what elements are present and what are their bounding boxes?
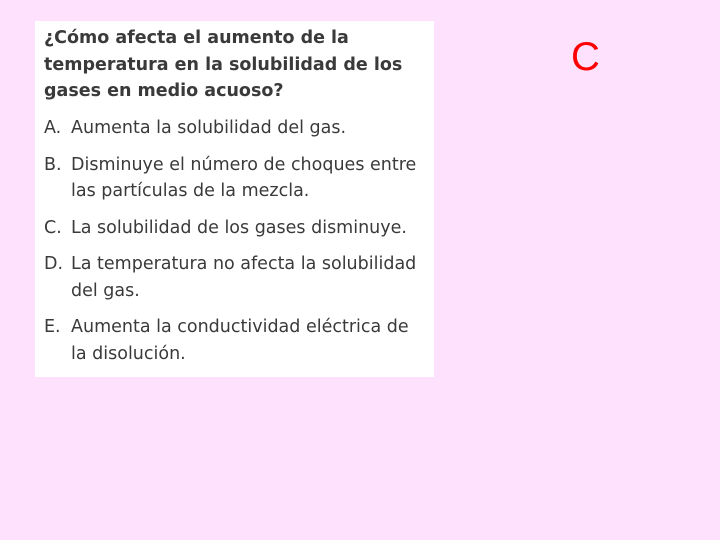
option-text: La solubilidad de los gases disminuye.	[71, 217, 407, 238]
option-text: La temperatura no afecta la solubilidad del gas.	[71, 254, 417, 301]
option-c	[44, 215, 429, 242]
option-letter: B.	[44, 154, 62, 175]
options-list	[44, 115, 429, 367]
option-text: Disminuye el número de choques entre las partículas de la mezcla.	[71, 154, 417, 201]
option-b	[44, 152, 429, 205]
option-e	[44, 314, 429, 367]
option-letter: C.	[44, 217, 62, 238]
option-d	[44, 251, 429, 304]
option-letter: A.	[44, 118, 62, 138]
option-text: Aumenta la solubilidad del gas.	[71, 118, 347, 138]
answer-letter: C	[571, 35, 600, 79]
option-letter: D.	[44, 254, 64, 274]
option-a	[44, 115, 429, 142]
option-letter: E.	[44, 317, 61, 337]
question-card	[35, 21, 434, 377]
option-text: Aumenta la conductividad eléctrica de la disolución.	[71, 317, 409, 364]
question-text: ¿Cómo afecta el aumento de la temperatura en la solubilidad de los gases en medio acuoso?	[44, 28, 403, 101]
